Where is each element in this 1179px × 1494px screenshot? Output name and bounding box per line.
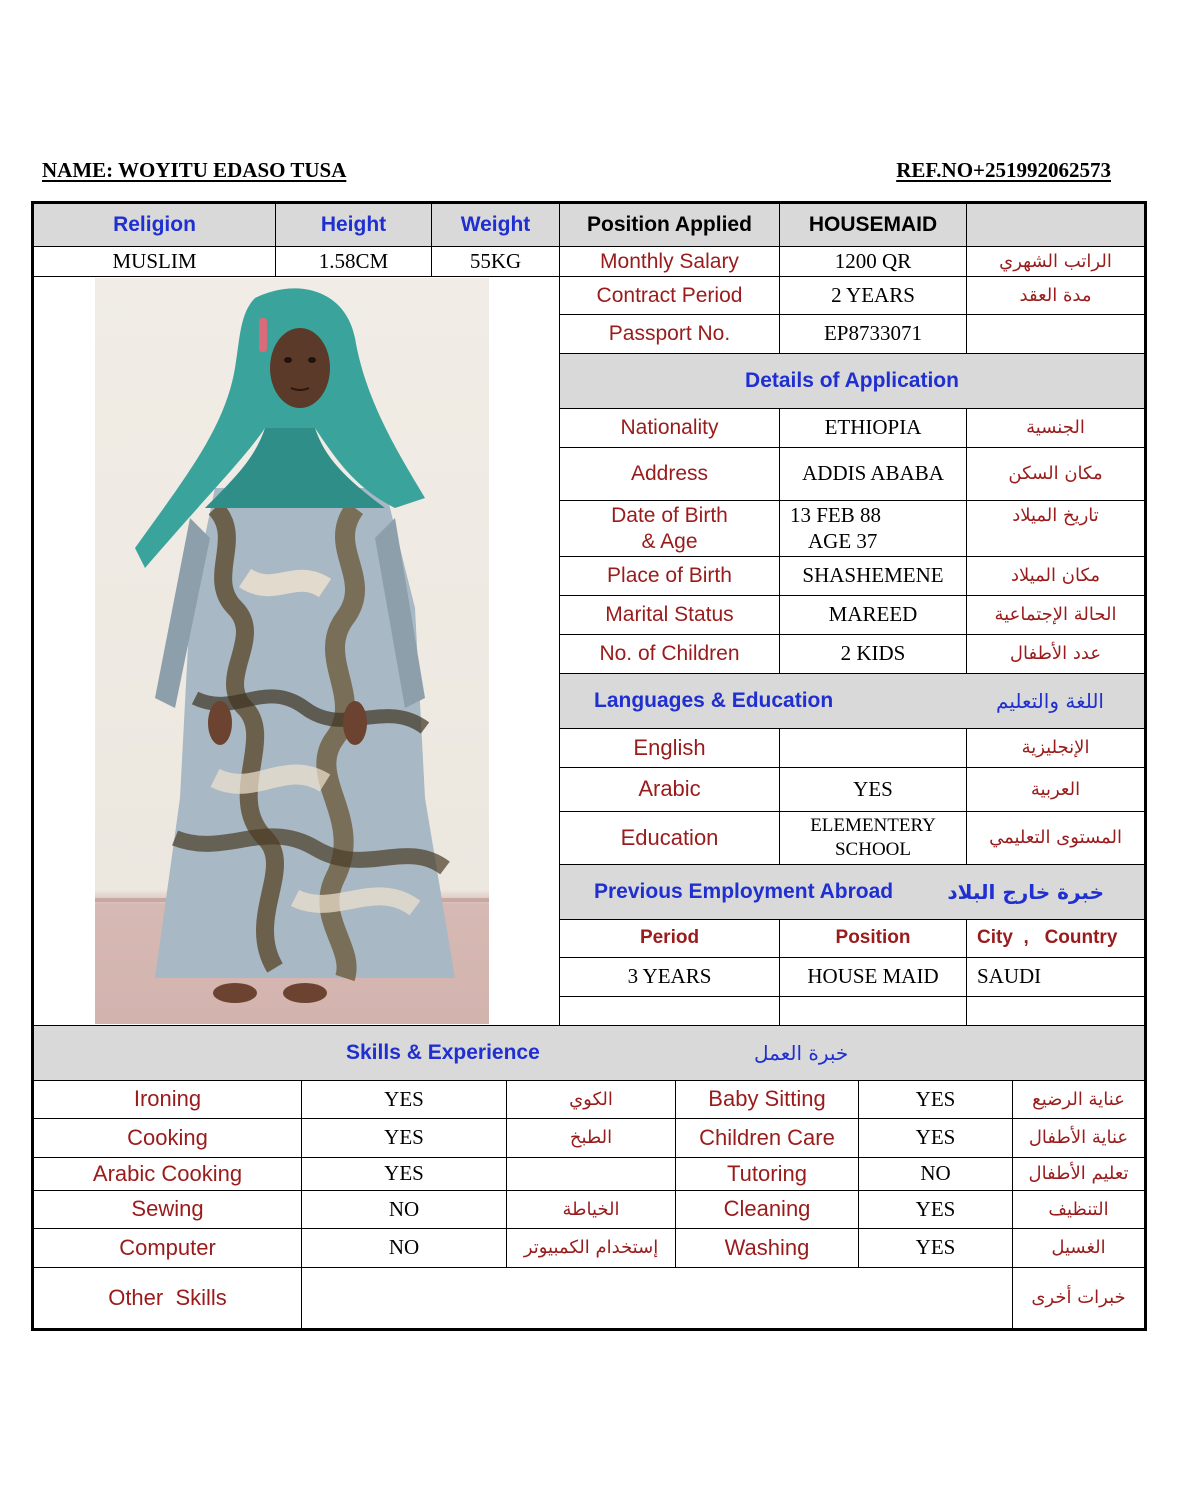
skill-value: YES [858, 1080, 1013, 1119]
arabic-arabic: العربية [966, 767, 1145, 812]
skill-arabic: تعليم الأطفال [1012, 1157, 1145, 1191]
address-value: ADDIS ABABA [779, 447, 967, 501]
education-value-line1: ELEMENTERY [810, 815, 936, 837]
dob-date: 13 FEB 88 [790, 503, 882, 528]
dob-arabic: تاريخ الميلاد [966, 500, 1145, 557]
marital-status-arabic: الحالة الإجتماعية [966, 595, 1145, 635]
skill-value: YES [858, 1228, 1013, 1268]
contract-period-value: 2 YEARS [779, 276, 967, 315]
skills-experience-title: Skills & Experience [346, 1041, 540, 1065]
skills-experience-arabic: خبرة العمل [754, 1041, 849, 1065]
period-header: Period [559, 919, 780, 958]
previous-employment-header [559, 864, 1145, 920]
english-arabic: الإنجليزية [966, 728, 1145, 768]
skill-arabic: عناية الرضيع [1012, 1080, 1145, 1119]
skill-value: NO [301, 1190, 507, 1229]
skill-arabic: الكوي [506, 1080, 676, 1119]
weight-header: Weight [431, 203, 560, 247]
education-arabic: المستوى التعليمي [966, 811, 1145, 865]
education-label: Education [559, 811, 780, 865]
skill-arabic: الغسيل [1012, 1228, 1145, 1268]
city-country-header: City , Country [966, 919, 1145, 958]
monthly-salary-label: Monthly Salary [559, 246, 780, 277]
skill-arabic: عناية الأطفال [1012, 1118, 1145, 1158]
religion-value: MUSLIM [33, 246, 276, 277]
skill-label: Computer [33, 1228, 302, 1268]
skill-value: YES [301, 1157, 507, 1191]
skill-arabic: التنظيف [1012, 1190, 1145, 1229]
skill-value: YES [858, 1118, 1013, 1158]
employment-blank-3 [966, 996, 1145, 1026]
monthly-salary-value: 1200 QR [779, 246, 967, 277]
skill-arabic: الخياطة [506, 1190, 676, 1229]
skill-label: Cooking [33, 1118, 302, 1158]
weight-value: 55KG [431, 246, 560, 277]
details-of-application-header: Details of Application [559, 353, 1145, 409]
previous-employment-title: Previous Employment Abroad [594, 880, 894, 904]
place-of-birth-value: SHASHEMENE [779, 556, 967, 596]
skill-arabic: الطبخ [506, 1118, 676, 1158]
contract-period-arabic: مدة العقد [966, 276, 1145, 315]
place-of-birth-label: Place of Birth [559, 556, 780, 596]
dob-value [779, 500, 967, 557]
employment-country-value: SAUDI [966, 957, 1145, 997]
languages-education-arabic: اللغة والتعليم [996, 689, 1104, 713]
skill-label: Children Care [675, 1118, 859, 1158]
english-value [779, 728, 967, 768]
dob-label-line2: & Age [641, 529, 698, 553]
nationality-label: Nationality [559, 408, 780, 448]
skill-arabic: إستخدام الكمبيوتر [506, 1228, 676, 1268]
religion-header: Religion [33, 203, 276, 247]
other-skills-value [301, 1267, 1013, 1329]
skill-label: Sewing [33, 1190, 302, 1229]
applicant-photo [95, 278, 489, 1024]
address-arabic: مكان السكن [966, 447, 1145, 501]
employment-position-value: HOUSE MAID [779, 957, 967, 997]
children-label: No. of Children [559, 634, 780, 674]
children-value: 2 KIDS [779, 634, 967, 674]
age-value: AGE 37 [808, 528, 878, 553]
education-value [779, 811, 967, 865]
english-label: English [559, 728, 780, 768]
arabic-label: Arabic [559, 767, 780, 812]
monthly-salary-arabic: الراتب الشهري [966, 246, 1145, 277]
address-label: Address [559, 447, 780, 501]
position-applied-blank [966, 203, 1145, 247]
employment-blank-2 [779, 996, 967, 1026]
other-skills-label: Other Skills [33, 1267, 302, 1329]
marital-status-label: Marital Status [559, 595, 780, 635]
nationality-value: ETHIOPIA [779, 408, 967, 448]
other-skills-arabic: خبرات أخرى [1012, 1267, 1145, 1329]
previous-employment-arabic: خبرة خارج البلاد [947, 880, 1104, 904]
height-header: Height [275, 203, 432, 247]
passport-value: EP8733071 [779, 314, 967, 354]
skill-arabic [506, 1157, 676, 1191]
nationality-arabic: الجنسية [966, 408, 1145, 448]
skill-value: NO [858, 1157, 1013, 1191]
arabic-value: YES [779, 767, 967, 812]
position-applied-value: HOUSEMAID [779, 203, 967, 247]
reference-number: REF.NO+251992062573 [896, 158, 1111, 182]
languages-education-header [559, 673, 1145, 729]
height-value: 1.58CM [275, 246, 432, 277]
position-applied-label: Position Applied [559, 203, 780, 247]
skill-label: Tutoring [675, 1157, 859, 1191]
employment-blank-1 [559, 996, 780, 1026]
skills-experience-header [33, 1025, 1145, 1081]
skill-value: YES [301, 1080, 507, 1119]
skill-label: Washing [675, 1228, 859, 1268]
skill-label: Baby Sitting [675, 1080, 859, 1119]
employment-period-value: 3 YEARS [559, 957, 780, 997]
passport-blank [966, 314, 1145, 354]
skill-value: YES [858, 1190, 1013, 1229]
education-value-line2: SCHOOL [834, 839, 911, 860]
dob-label-line1: Date of Birth [611, 504, 728, 528]
position-header: Position [779, 919, 967, 958]
applicant-figure-icon [95, 278, 489, 1024]
languages-education-title: Languages & Education [594, 689, 834, 713]
contract-period-label: Contract Period [559, 276, 780, 315]
marital-status-value: MAREED [779, 595, 967, 635]
children-arabic: عدد الأطفال [966, 634, 1145, 674]
skill-label: Ironing [33, 1080, 302, 1119]
place-of-birth-arabic: مكان الميلاد [966, 556, 1145, 596]
applicant-name: NAME: WOYITU EDASO TUSA [42, 158, 347, 182]
skill-value: NO [301, 1228, 507, 1268]
skill-label: Cleaning [675, 1190, 859, 1229]
dob-label [559, 500, 780, 557]
skill-label: Arabic Cooking [33, 1157, 302, 1191]
passport-label: Passport No. [559, 314, 780, 354]
skill-value: YES [301, 1118, 507, 1158]
